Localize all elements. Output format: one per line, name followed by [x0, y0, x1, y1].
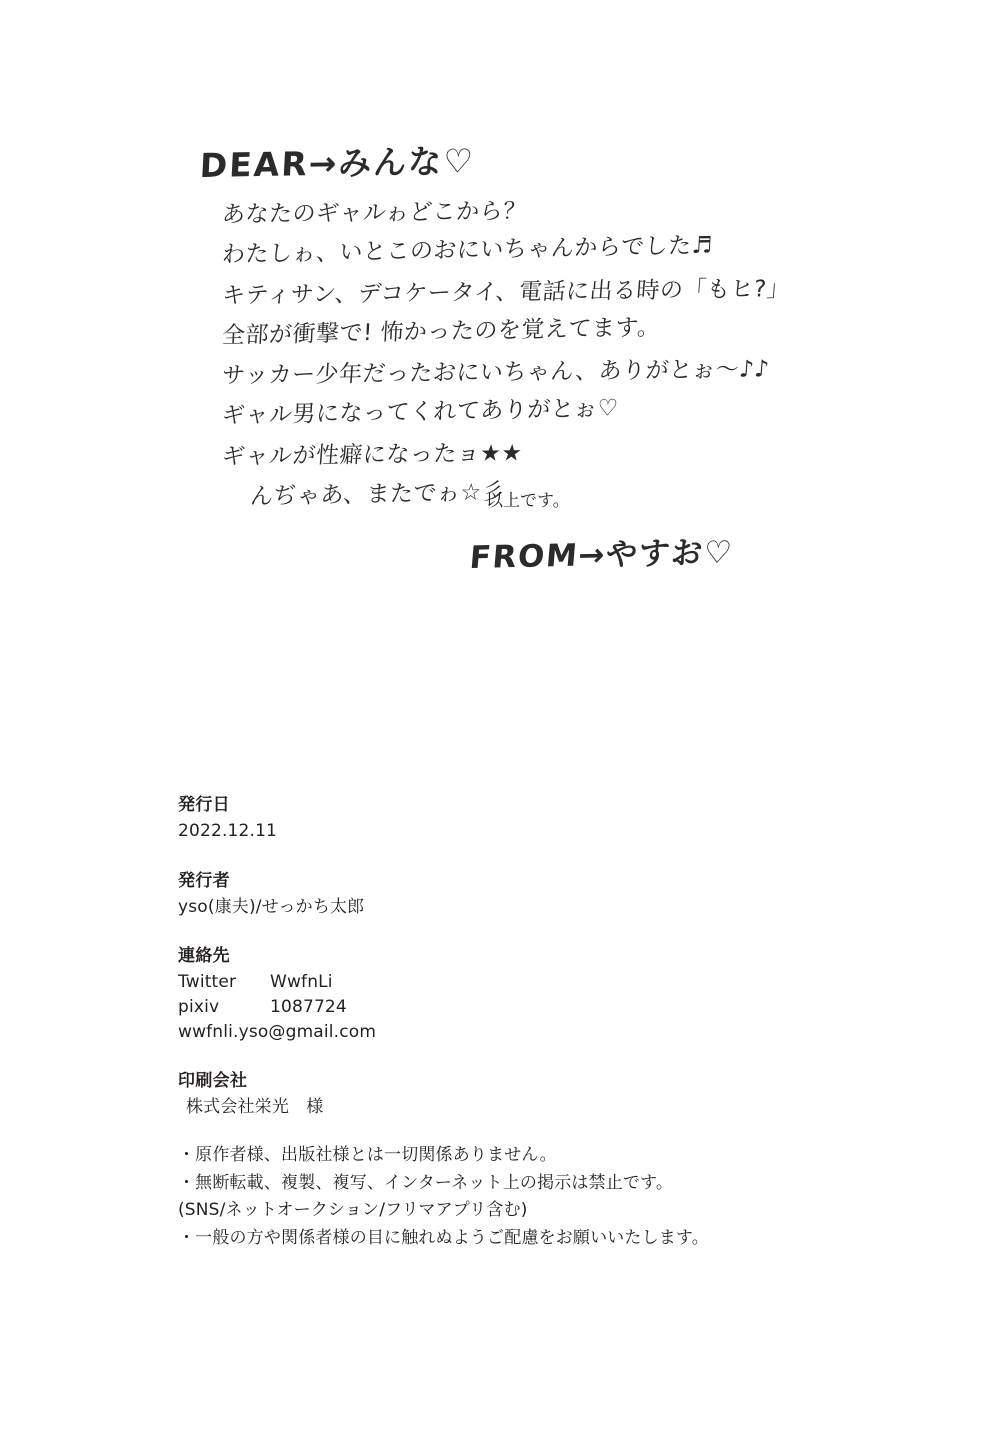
- note-line: ・一般の方や関係者様の目に触れぬようご配慮をお願いいたします。: [178, 1227, 709, 1248]
- afterword-line: ギャル男になってくれてありがとぉ♡: [221, 395, 620, 430]
- afterword-line: 全部が衝撃で! 怖かったのを覚えてます。: [221, 314, 662, 349]
- afterword-line: あなたのギャルゎどこから？: [221, 198, 528, 228]
- colophon: [178, 790, 818, 1253]
- contact-twitter-handle: WwfnLi: [270, 972, 333, 993]
- note-line: ・無断転載、複製、複写、インターネット上の掲示は禁止です。: [178, 1172, 674, 1193]
- contact-pixiv-id: 1087724: [270, 996, 347, 1017]
- colophon-heading: 連絡先: [178, 946, 231, 967]
- colophon-value: 株式会社栄光 様: [186, 1097, 324, 1118]
- afterword-line: わたしゎ、いとこのおにいちゃんからでした♬: [221, 232, 714, 269]
- note-line: ・原作者様、出版社様とは一切関係ありません。: [178, 1144, 557, 1165]
- colophon-group-publisher: [178, 866, 818, 920]
- afterword-title: DEAR→みんな♡: [198, 141, 476, 186]
- contact-email: wwfnli.yso@gmail.com: [178, 1021, 377, 1042]
- afterword-body: [222, 197, 840, 516]
- note-line: (SNS/ネットオークション/フリマアプリ含む): [178, 1200, 528, 1221]
- colophon-value: yso(康夫)/せっかち太郎: [178, 896, 365, 917]
- contact-pixiv: [178, 995, 818, 1020]
- afterword-line: んぢゃあ、またでゎ☆彡: [249, 478, 506, 510]
- colophon-group-printer: [178, 1066, 818, 1120]
- afterword-block: [200, 140, 840, 577]
- colophon-group-publish-date: [178, 790, 818, 844]
- afterword-closing: 以上です。: [486, 491, 570, 511]
- afterword-line: サッカー少年だったおにいちゃん、ありがとぉ〜♪♪: [221, 356, 771, 389]
- colophon-group-contact: [178, 941, 818, 1044]
- afterword-line: キティサン、デコケータイ、電話に出る時の「もヒ?」: [221, 275, 792, 309]
- colophon-heading: 発行者: [178, 870, 231, 891]
- colophon-value: 2022.12.11: [178, 821, 278, 841]
- colophon-heading: 発行日: [178, 795, 231, 815]
- contact-twitter: [178, 970, 818, 995]
- colophon-notes: [178, 1142, 818, 1253]
- colophon-heading: 印刷会社: [178, 1071, 248, 1092]
- contact-pixiv-label: pixiv: [178, 996, 220, 1017]
- contact-twitter-label: Twitter: [178, 972, 237, 993]
- afterword-signature: FROM→やすお♡: [468, 534, 735, 576]
- afterword-line: ギャルが性癖になったョ★★: [221, 439, 524, 470]
